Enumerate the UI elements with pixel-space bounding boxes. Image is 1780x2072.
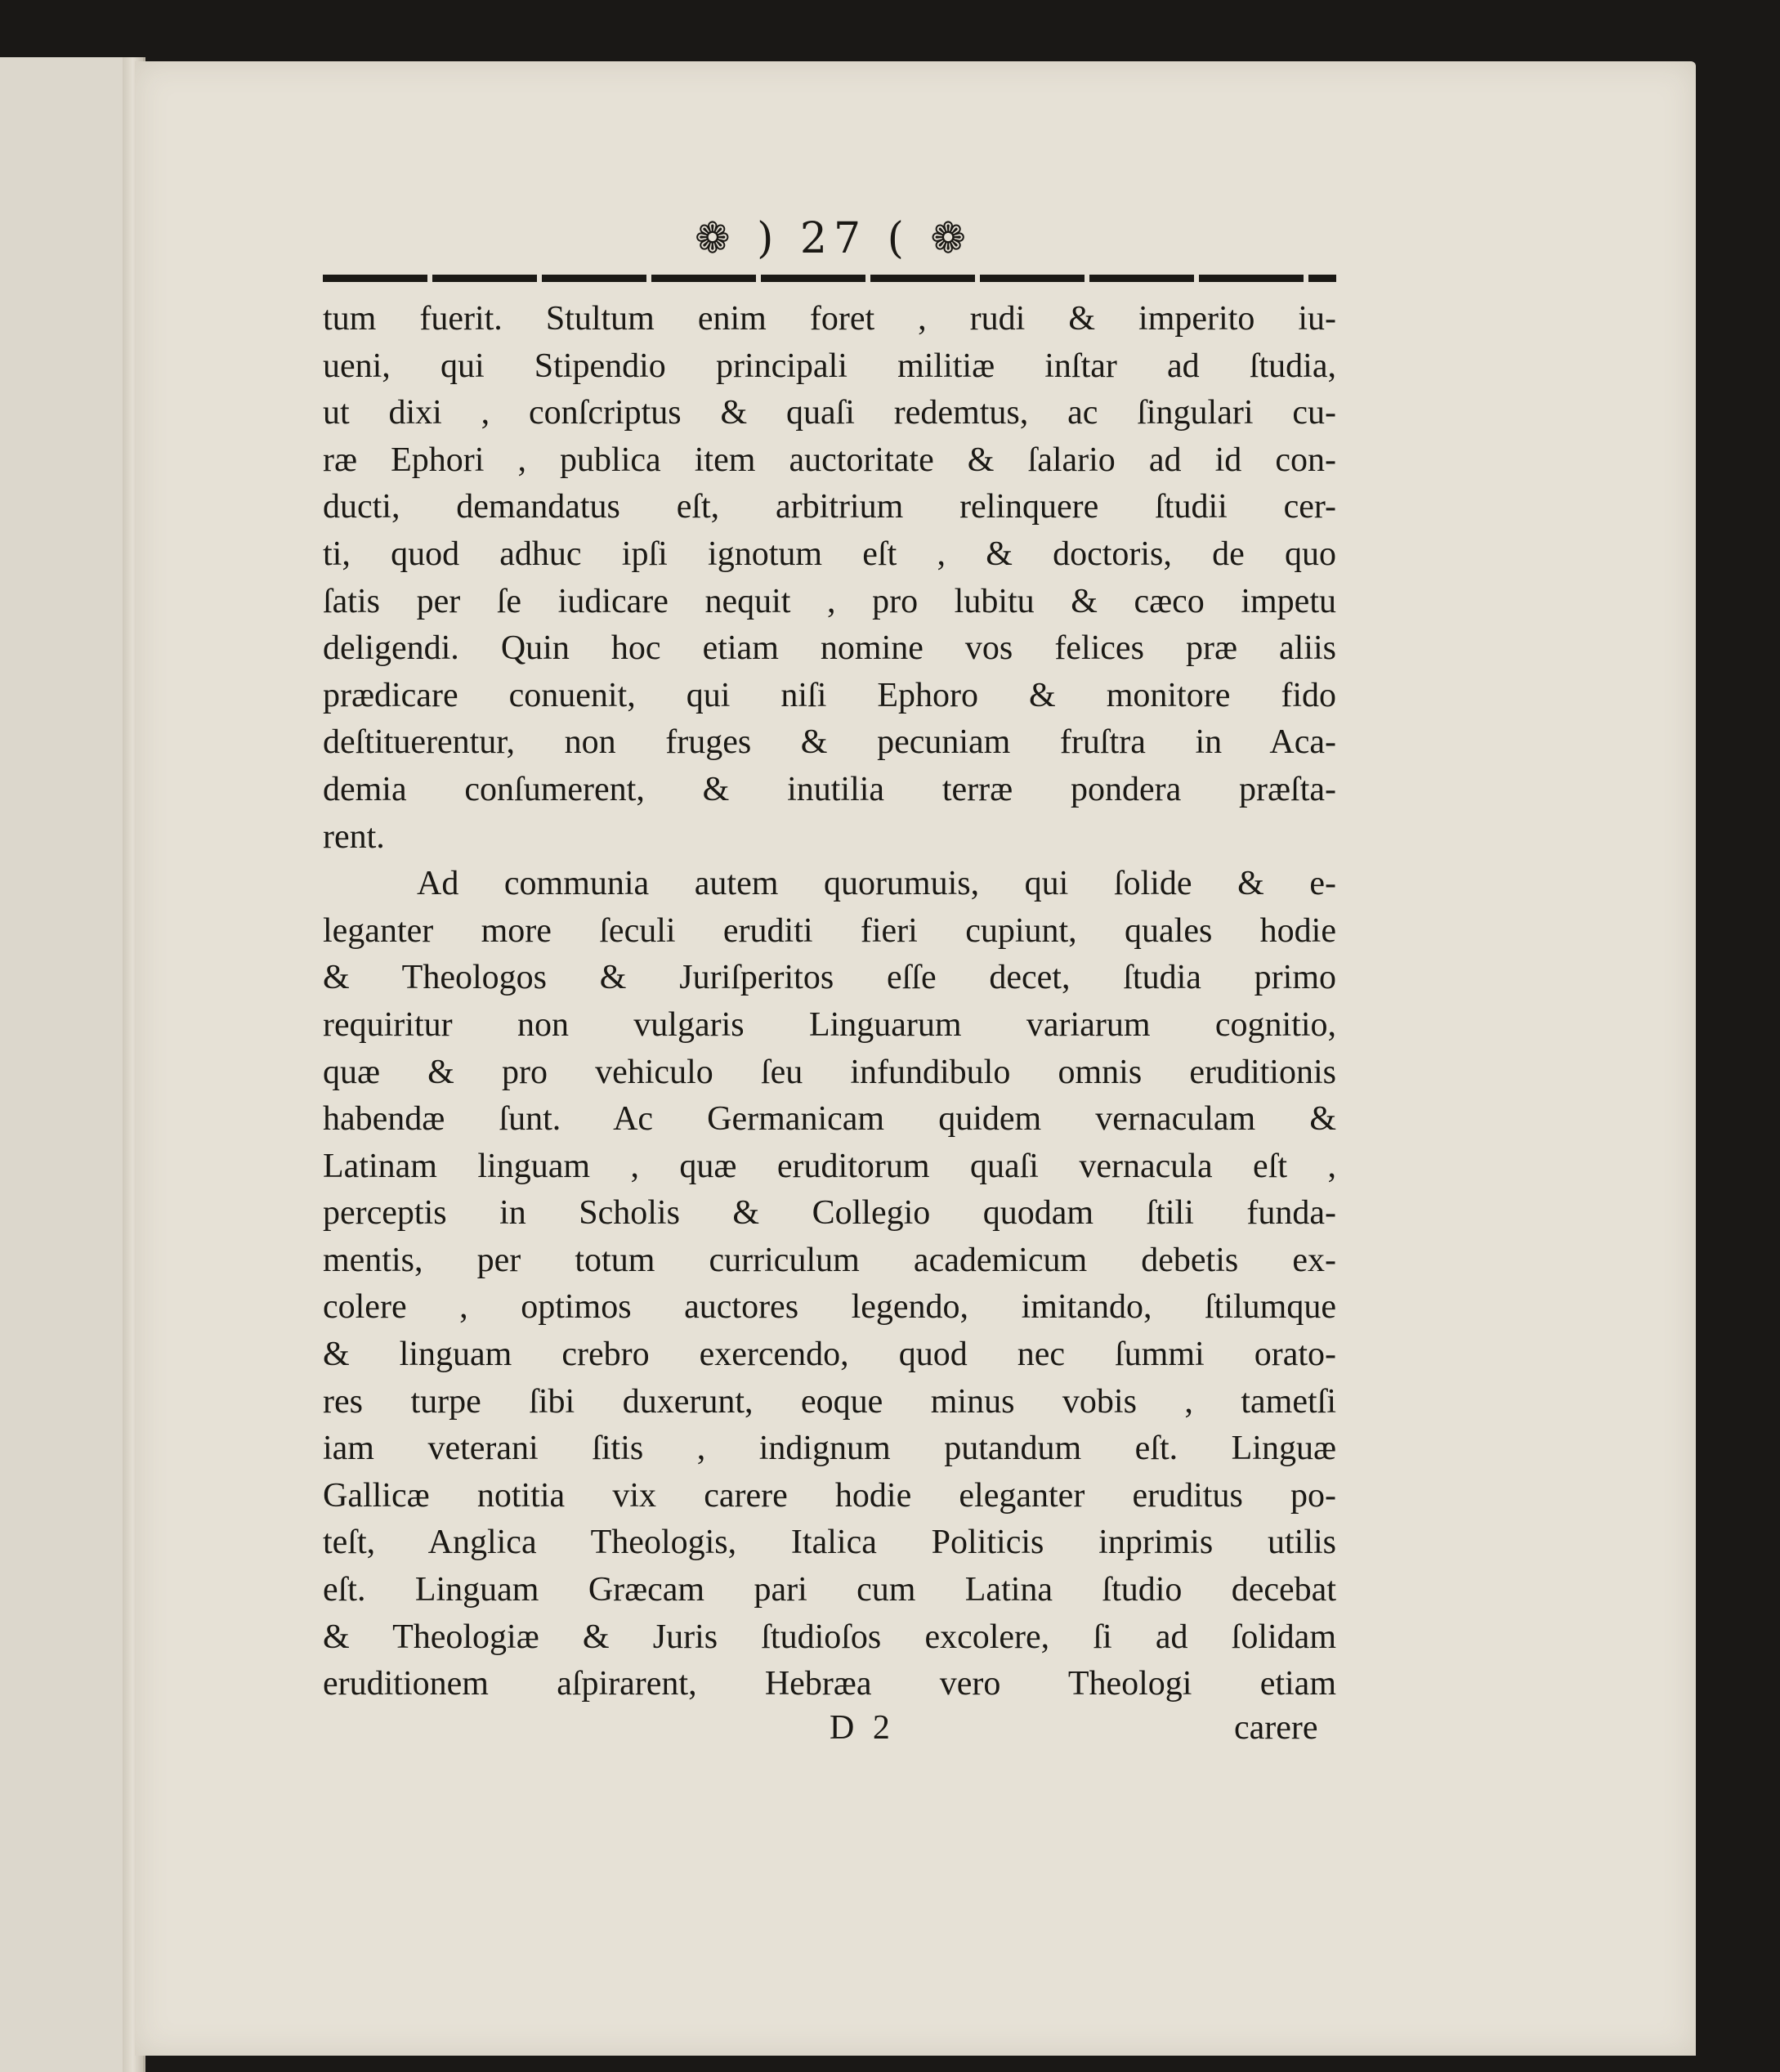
text-line: tum fuerit. Stultum enim foret , rudi & imperito iu- (323, 300, 1336, 338)
signature-mark: D 2 (830, 1709, 895, 1747)
text-line: Latinam linguam , quæ eruditorum quaſi vernacula eſt , (323, 1147, 1336, 1185)
text-line: ueni, qui Stipendio principali militiæ inſtar ad ſtudia, (323, 347, 1336, 385)
text-line: res turpe ſibi duxerunt, eoque minus vobis , tametſi (323, 1382, 1336, 1421)
text-line: iam veterani ſitis , indignum putandum eſt. Linguæ (323, 1430, 1336, 1468)
text-line: & Theologiæ & Juris ſtudioſos excolere, ſi ad ſolidam (323, 1618, 1336, 1656)
catchword: carere (1234, 1709, 1318, 1747)
text-line: habendæ ſunt. Ac Germanicam quidem vernaculam & (323, 1100, 1336, 1139)
text-line: ducti, demandatus eſt, arbitrium relinquere ſtudii cer- (323, 488, 1336, 526)
text-line: colere , optimos auctores legendo, imitando, ſtilumque (323, 1288, 1336, 1327)
text-line: ræ Ephori , publica item auctoritate & ſalario ad id con- (323, 441, 1336, 479)
text-line: & Theologos & Juriſperitos eſſe decet, ſtudia primo (323, 959, 1336, 997)
text-line: leganter more ſeculi eruditi fieri cupiunt, quales hodie (323, 911, 1336, 950)
text-line: ſatis per ſe iudicare nequit , pro lubitu & cæco impetu (323, 582, 1336, 620)
text-line: quæ & pro vehiculo ſeu infundibulo omnis eruditionis (323, 1053, 1336, 1091)
text-line: deſtituerentur, non fruges & pecuniam fruſtra in Aca- (323, 723, 1336, 762)
header-rule (323, 275, 1336, 282)
text-line: ut dixi , conſcriptus & quaſi redemtus, ac ſingulari cu- (323, 394, 1336, 432)
text-line: demia conſumerent, & inutilia terræ pondera præſta- (323, 770, 1336, 808)
text-line: teſt, Anglica Theologis, Italica Politicis inprimis utilis (323, 1524, 1336, 1562)
text-line: deligendi. Quin hoc etiam nomine vos felices præ aliis (323, 629, 1336, 668)
text-line: prædicare conuenit, qui niſi Ephoro & monitore fido (323, 676, 1336, 714)
text-line: & linguam crebro exercendo, quod nec ſummi orato- (323, 1336, 1336, 1374)
body-text (323, 296, 1336, 1708)
text-line: mentis, per totum curriculum academicum debetis ex- (323, 1241, 1336, 1279)
text-line: perceptis in Scholis & Collegio quodam ſtili funda- (323, 1194, 1336, 1233)
text-line: eſt. Linguam Græcam pari cum Latina ſtudio decebat (323, 1571, 1336, 1609)
text-line: Ad communia autem quorumuis, qui ſolide & e- (417, 865, 1336, 903)
text-line: eruditionem aſpirarent, Hebræa vero Theologi etiam (323, 1665, 1336, 1703)
text-line: Gallicæ notitia vix carere hodie eleganter eruditus po- (323, 1476, 1336, 1515)
text-line: ti, quod adhuc ipſi ignotum eſt , & doctoris, de quo (323, 535, 1336, 573)
text-line: requiritur non vulgaris Linguarum variarum cognitio, (323, 1005, 1336, 1044)
text-line: rent. (323, 817, 385, 856)
page-header: ❁ ) 27 ( ❁ (695, 214, 973, 263)
